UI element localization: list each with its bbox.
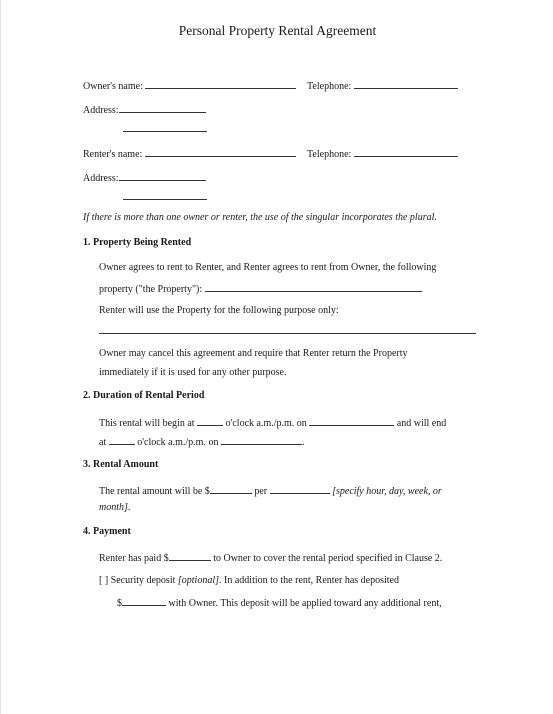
per-label: per bbox=[254, 486, 268, 497]
owner-address-label: Address: bbox=[83, 105, 119, 116]
section-4-heading: 4. Payment bbox=[83, 526, 131, 537]
property-period: . bbox=[420, 284, 424, 295]
rental-amount-field[interactable] bbox=[210, 484, 252, 494]
end-period: . bbox=[301, 437, 305, 448]
owner-address-row bbox=[83, 103, 206, 116]
begin-label: This rental will begin at bbox=[99, 418, 195, 429]
begin-ampm-label: o'clock a.m./p.m. on bbox=[225, 418, 307, 429]
specify-period-hint-end: month] bbox=[99, 502, 128, 513]
section-1-line-1: Owner agrees to rent to Renter, and Renter agrees to rent from Owner, the following bbox=[99, 262, 437, 273]
property-field[interactable] bbox=[205, 282, 421, 292]
rental-amount-period: . bbox=[127, 502, 131, 513]
renter-address-row bbox=[83, 171, 206, 184]
cancel-line-2: immediately if it is used for any other purpose. bbox=[99, 367, 287, 378]
paid-amount-field[interactable] bbox=[169, 551, 211, 561]
deposit-amount-field[interactable] bbox=[122, 596, 166, 606]
end-hour-field[interactable] bbox=[109, 435, 135, 445]
paid-label: Renter has paid $ bbox=[99, 553, 169, 564]
deposit-row bbox=[99, 576, 399, 586]
end-at-label: at bbox=[99, 437, 107, 448]
specify-period-hint: [specify hour, day, week, or bbox=[332, 486, 442, 497]
renter-telephone-label: Telephone: bbox=[307, 149, 352, 160]
deposit-row-2 bbox=[117, 596, 442, 609]
rental-amount-row bbox=[99, 484, 442, 497]
owner-telephone-field[interactable] bbox=[354, 79, 458, 89]
property-row bbox=[99, 282, 423, 295]
renter-address-label: Address: bbox=[83, 173, 119, 184]
end-date-field[interactable] bbox=[221, 435, 302, 445]
renter-telephone-row bbox=[307, 147, 458, 160]
begin-hour-field[interactable] bbox=[197, 416, 223, 426]
deposit-dollar: $ bbox=[117, 598, 122, 609]
cancel-line-1: Owner may cancel this agreement and require that Renter return the Property bbox=[99, 348, 408, 359]
purpose-field[interactable] bbox=[99, 333, 476, 334]
owner-name-field[interactable] bbox=[145, 79, 296, 89]
section-1-heading: 1. Property Being Rented bbox=[83, 237, 192, 248]
property-label: property ("the Property"): bbox=[99, 284, 203, 295]
plural-note: If there is more than one owner or renter, the use of the singular incorporates the plural. bbox=[83, 212, 437, 223]
paid-text: to Owner to cover the rental period specified in Clause 2. bbox=[213, 553, 443, 564]
renter-name-field[interactable] bbox=[145, 147, 296, 157]
renter-address-field-2[interactable] bbox=[123, 199, 207, 200]
renter-name-row bbox=[83, 147, 296, 160]
owner-telephone-row bbox=[307, 79, 458, 92]
owner-name-row bbox=[83, 79, 296, 92]
owner-name-label: Owner's name: bbox=[83, 81, 143, 92]
renter-name-label: Renter's name: bbox=[83, 149, 143, 160]
rental-amount-label: The rental amount will be $ bbox=[99, 486, 210, 497]
deposit-label: Security deposit bbox=[110, 575, 178, 586]
deposit-text: . In addition to the rent, Renter has deposited bbox=[219, 575, 399, 586]
section-3-heading: 3. Rental Amount bbox=[83, 459, 159, 470]
owner-address-field-1[interactable] bbox=[119, 103, 206, 113]
purpose-text: Renter will use the Property for the following purpose only: bbox=[99, 305, 339, 316]
end-label: and will end bbox=[396, 418, 447, 429]
document-title: Personal Property Rental Agreement bbox=[178, 23, 377, 38]
section-2-heading: 2. Duration of Rental Period bbox=[83, 390, 205, 401]
deposit-text-2: with Owner. This deposit will be applied toward any additional rent, bbox=[168, 598, 442, 609]
owner-address-field-2[interactable] bbox=[123, 131, 207, 132]
duration-row-1 bbox=[99, 416, 446, 429]
renter-telephone-field[interactable] bbox=[354, 147, 458, 157]
deposit-optional: [optional] bbox=[177, 575, 220, 586]
begin-date-field[interactable] bbox=[309, 416, 394, 426]
owner-telephone-label: Telephone: bbox=[307, 81, 352, 92]
deposit-checkbox[interactable]: [ ] bbox=[99, 575, 109, 586]
payment-row bbox=[99, 551, 442, 564]
rental-amount-row-2 bbox=[99, 503, 130, 513]
duration-row-2 bbox=[99, 435, 304, 448]
rental-period-field[interactable] bbox=[270, 484, 330, 494]
end-ampm-label: o'clock a.m./p.m. on bbox=[137, 437, 219, 448]
renter-address-field-1[interactable] bbox=[119, 171, 206, 181]
